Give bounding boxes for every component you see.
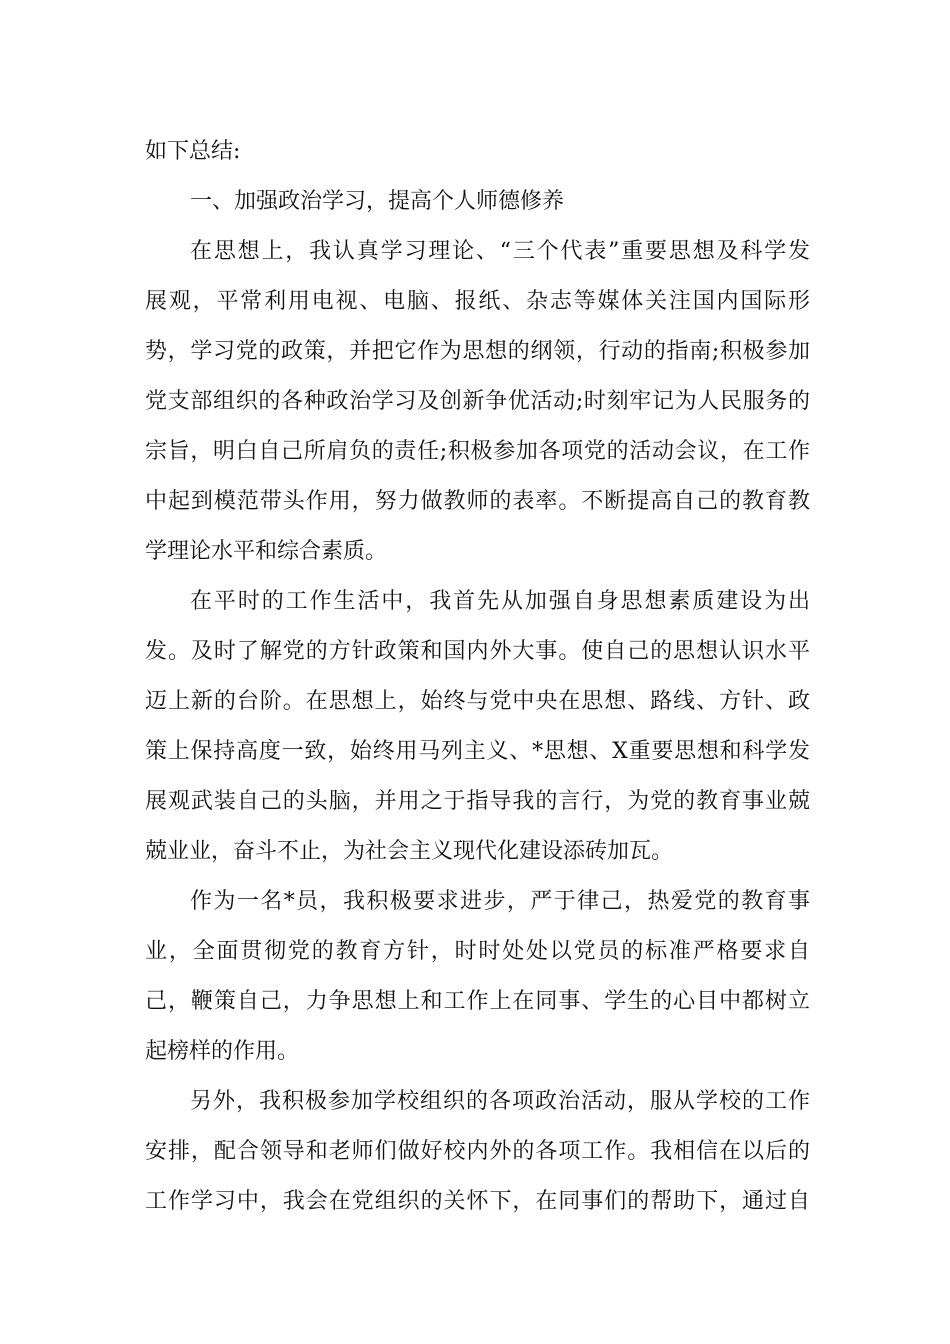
paragraph-2-line-1: 在平时的工作生活中，我首先从加强自身思想素质建设为出 [190,589,810,614]
paragraph-1-line-5: 宗旨，明白自己所肩负的责任;积极参加各项党的活动会议，在工作 [145,439,810,464]
paragraph-4-line-1: 另外，我积极参加学校组织的各项政治活动，服从学校的工作 [190,1089,810,1114]
paragraph-4-line-3: 工作学习中，我会在党组织的关怀下，在同事们的帮助下，通过自 [145,1189,810,1214]
paragraph-1-line-6: 中起到模范带头作用，努力做教师的表率。不断提高自己的教育教 [145,489,810,514]
paragraph-3-line-1: 作为一名*员，我积极要求进步，严于律己，热爱党的教育事 [190,889,810,914]
paragraph-1-line-1: 在思想上，我认真学习理论、“三个代表”重要思想及科学发 [190,239,810,264]
section-heading: 一、加强政治学习，提高个人师德修养 [190,189,565,214]
paragraph-3-line-3: 己，鞭策自己，力争思想上和工作上在同事、学生的心目中都树立 [145,989,810,1014]
paragraph-4-line-2: 安排，配合领导和老师们做好校内外的各项工作。我相信在以后的 [145,1139,810,1164]
paragraph-2-line-4: 策上保持高度一致，始终用马列主义、*思想、X重要思想和科学发 [145,739,810,764]
paragraph-1-line-2: 展观，平常利用电视、电脑、报纸、杂志等媒体关注国内国际形 [145,289,810,314]
intro-line: 如下总结: [145,139,241,164]
paragraph-1-line-4: 党支部组织的各种政治学习及创新争优活动;时刻牢记为人民服务的 [145,389,810,414]
paragraph-2-line-5: 展观武装自己的头脑，并用之于指导我的言行，为党的教育事业兢 [145,789,810,814]
paragraph-3-line-2: 业，全面贯彻党的教育方针，时时处处以党员的标准严格要求自 [145,939,810,964]
paragraph-1-line-7: 学理论水平和综合素质。 [145,539,388,564]
paragraph-1-line-3: 势，学习党的政策，并把它作为思想的纲领，行动的指南;积极参加 [145,339,810,364]
paragraph-3-line-4: 起榜样的作用。 [145,1039,300,1064]
paragraph-2-line-6: 兢业业，奋斗不止，为社会主义现代化建设添砖加瓦。 [145,839,674,864]
paragraph-2-line-3: 迈上新的台阶。在思想上，始终与党中央在思想、路线、方针、政 [145,689,810,714]
paragraph-2-line-2: 发。及时了解党的方针政策和国内外大事。使自己的思想认识水平 [145,639,810,664]
